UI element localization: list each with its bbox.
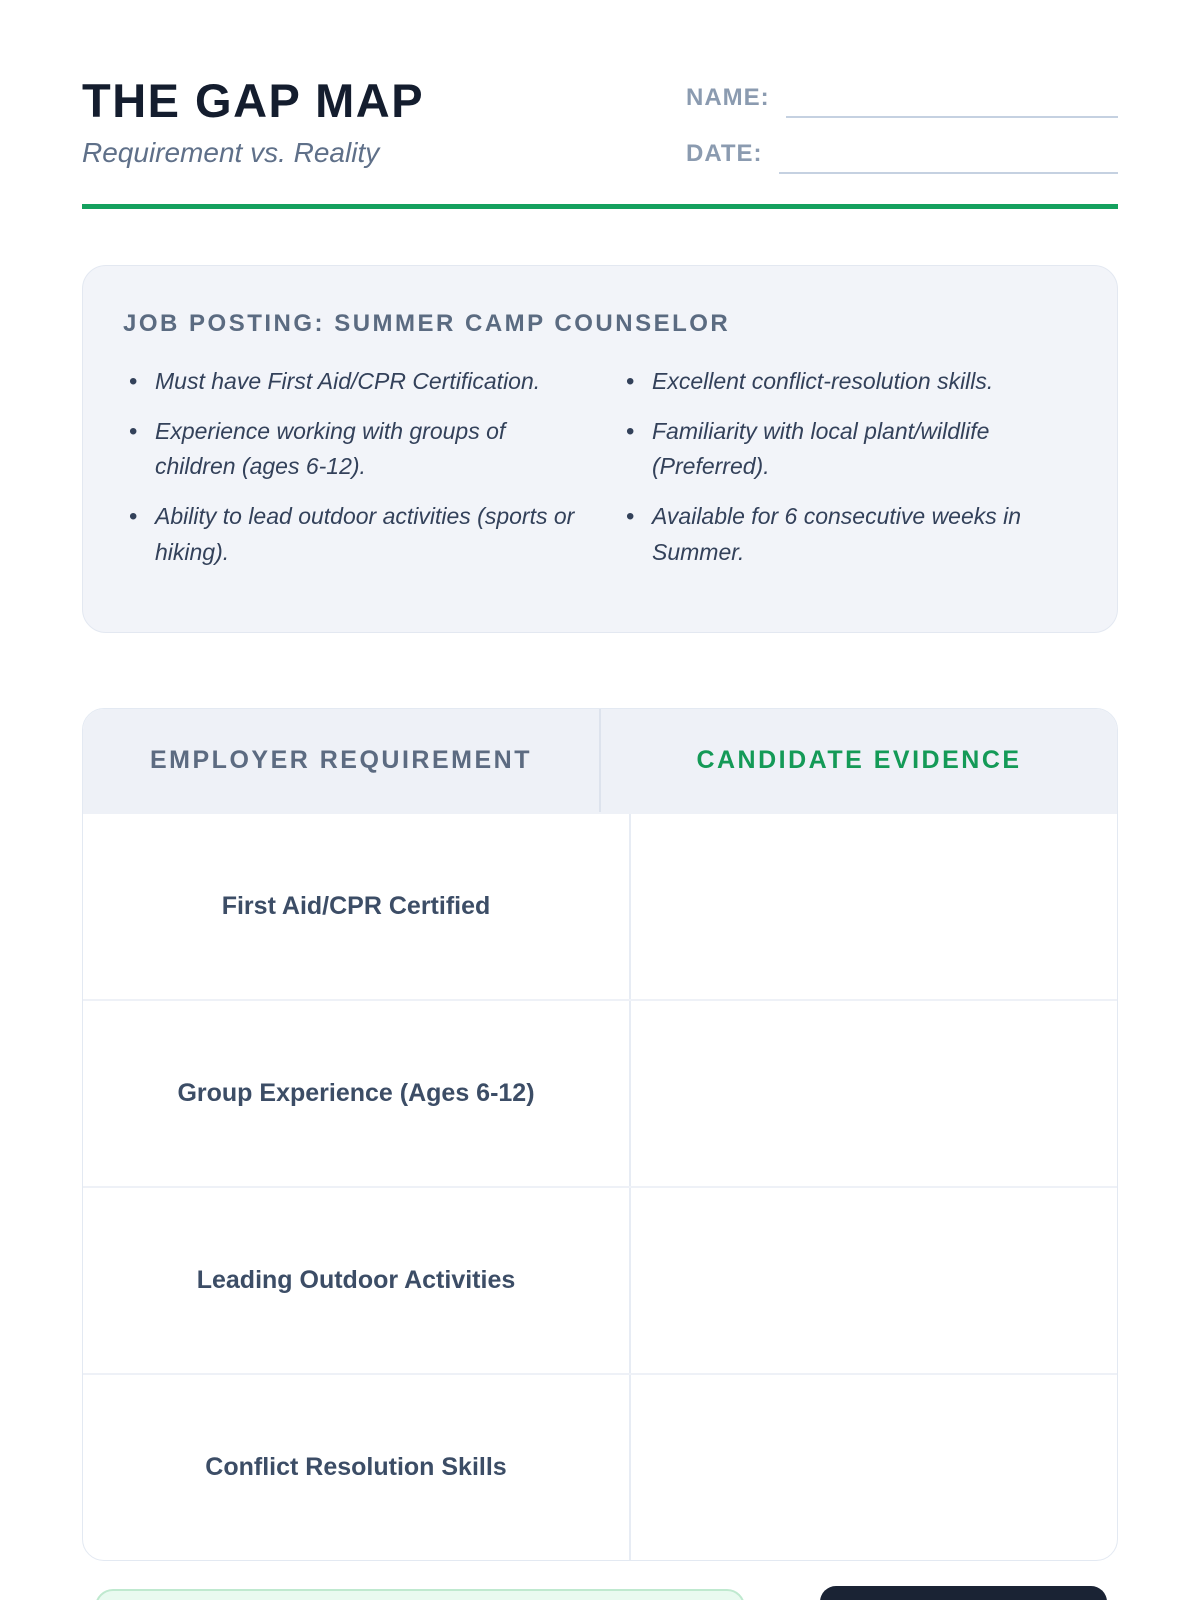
evidence-cell[interactable] xyxy=(629,814,1117,999)
job-posting-bullets xyxy=(123,364,1077,584)
name-date-block xyxy=(686,76,1118,174)
table-row xyxy=(83,1373,1117,1560)
table-header-row xyxy=(83,709,1117,812)
job-bullets-right-column xyxy=(620,364,1077,584)
job-posting-heading: JOB POSTING: SUMMER CAMP COUNSELOR xyxy=(123,310,731,337)
job-bullet: • Must have First Aid/CPR Certification. xyxy=(123,364,580,400)
title-block xyxy=(82,76,424,174)
evidence-cell[interactable] xyxy=(629,1001,1117,1186)
column-header-candidate-evidence: CANDIDATE EVIDENCE xyxy=(599,709,1117,812)
accent-divider xyxy=(82,204,1118,209)
name-input-line[interactable] xyxy=(786,84,1118,118)
name-field-row xyxy=(686,84,1118,118)
evidence-cell[interactable] xyxy=(629,1188,1117,1373)
date-field-row xyxy=(686,140,1118,174)
bottom-green-card-partial xyxy=(95,1589,745,1600)
name-label: NAME: xyxy=(686,84,770,111)
date-label: DATE: xyxy=(686,140,763,167)
column-header-employer-requirement: EMPLOYER REQUIREMENT xyxy=(150,746,532,775)
date-input-line[interactable] xyxy=(779,140,1118,174)
table-row xyxy=(83,812,1117,999)
job-posting-card xyxy=(82,265,1118,633)
requirement-cell: Group Experience (Ages 6-12) xyxy=(177,1079,535,1108)
page-subtitle: Requirement vs. Reality xyxy=(82,137,380,169)
job-bullet: • Ability to lead outdoor activities (sports or hiking). xyxy=(123,499,580,570)
requirement-cell: First Aid/CPR Certified xyxy=(221,892,491,921)
requirement-cell: Leading Outdoor Activities xyxy=(196,1266,516,1295)
job-bullet: • Available for 6 consecutive weeks in Summer. xyxy=(620,499,1077,570)
job-bullet: • Familiarity with local plant/wildlife (Preferred). xyxy=(620,414,1077,485)
bottom-dark-card-partial xyxy=(820,1586,1107,1600)
job-bullet: • Experience working with groups of children (ages 6-12). xyxy=(123,414,580,485)
table-row xyxy=(83,999,1117,1186)
requirement-cell: Conflict Resolution Skills xyxy=(205,1453,507,1482)
page-title: THE GAP MAP xyxy=(82,74,425,127)
gap-map-table xyxy=(82,708,1118,1561)
header xyxy=(82,0,1118,174)
evidence-cell[interactable] xyxy=(629,1375,1117,1560)
job-bullet: • Excellent conflict-resolution skills. xyxy=(620,364,1077,400)
job-bullets-left-column xyxy=(123,364,580,584)
table-row xyxy=(83,1186,1117,1373)
